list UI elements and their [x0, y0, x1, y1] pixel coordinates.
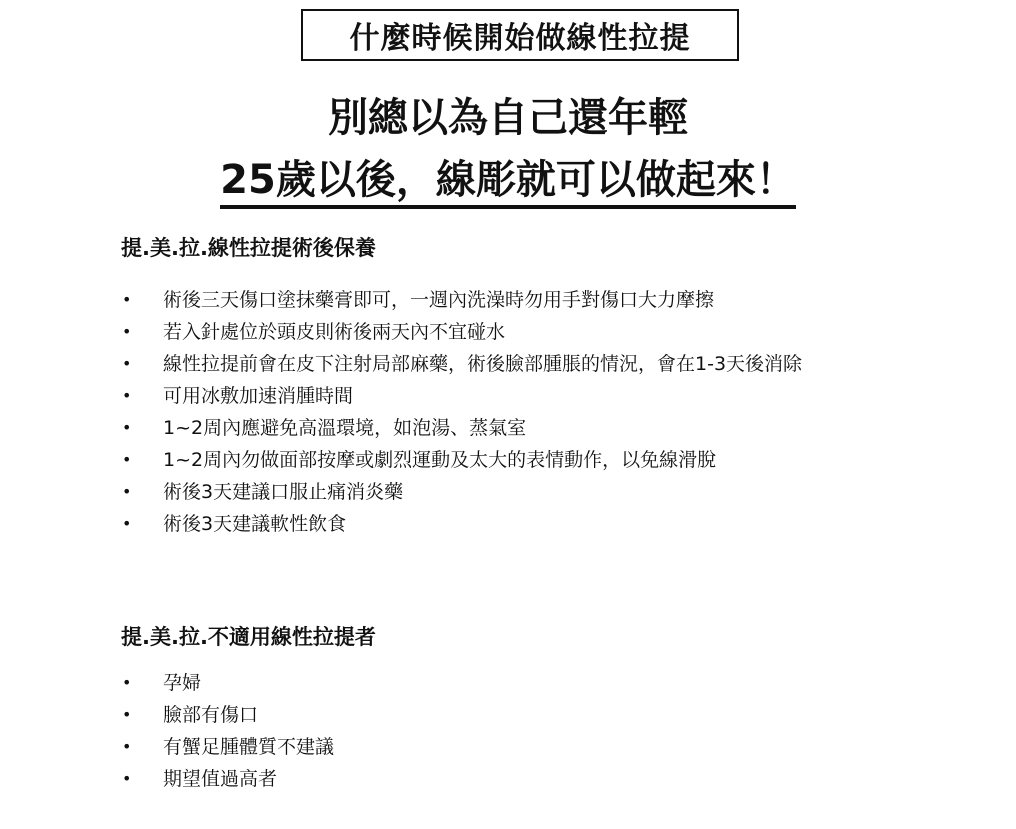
- not-suitable-list: [0, 667, 923, 795]
- bullet-icon: •: [122, 705, 132, 724]
- bullet-icon: •: [122, 450, 132, 469]
- list-item: • 1~2周內應避免高溫環境，如泡湯、蒸氣室: [0, 412, 923, 444]
- section-heading-aftercare: 提.美.拉.線性拉提術後保養: [121, 236, 376, 260]
- bullet-icon: •: [122, 354, 132, 373]
- list-item: • 1~2周內勿做面部按摩或劇烈運動及太大的表情動作，以免線滑脫: [0, 444, 923, 476]
- list-item: • 臉部有傷口: [0, 699, 923, 731]
- list-item: • 可用冰敷加速消腫時間: [0, 380, 923, 412]
- bullet-icon: •: [122, 290, 132, 309]
- bullet-icon: •: [122, 322, 132, 341]
- list-item: • 若入針處位於頭皮則術後兩天內不宜碰水: [0, 316, 923, 348]
- aftercare-list: [0, 284, 923, 540]
- list-item: • 術後三天傷口塗抹藥膏即可，一週內洗澡時勿用手對傷口大力摩擦: [0, 284, 923, 316]
- bullet-icon: •: [122, 737, 132, 756]
- section-heading-not-suitable: 提.美.拉.不適用線性拉提者: [121, 625, 376, 649]
- headline-primary: 別總以為自己還年輕: [328, 95, 688, 141]
- headline-secondary: [0, 156, 1016, 204]
- bullet-icon: •: [122, 418, 132, 437]
- boxed-title: 什麼時候開始做線性拉提: [301, 9, 739, 61]
- bullet-icon: •: [122, 482, 132, 501]
- list-item: • 線性拉提前會在皮下注射局部麻藥，術後臉部腫脹的情況，會在1-3天後消除: [0, 348, 923, 380]
- bullet-icon: •: [122, 514, 132, 533]
- bullet-icon: •: [122, 673, 132, 692]
- bullet-icon: •: [122, 769, 132, 788]
- list-item: • 期望值過高者: [0, 763, 923, 795]
- bullet-icon: •: [122, 386, 132, 405]
- list-item: • 術後3天建議軟性飲食: [0, 508, 923, 540]
- list-item: • 孕婦: [0, 667, 923, 699]
- list-item: • 術後3天建議口服止痛消炎藥: [0, 476, 923, 508]
- list-item: • 有蟹足腫體質不建議: [0, 731, 923, 763]
- headline-secondary-text: 25歲以後，線彫就可以做起來！: [220, 157, 796, 209]
